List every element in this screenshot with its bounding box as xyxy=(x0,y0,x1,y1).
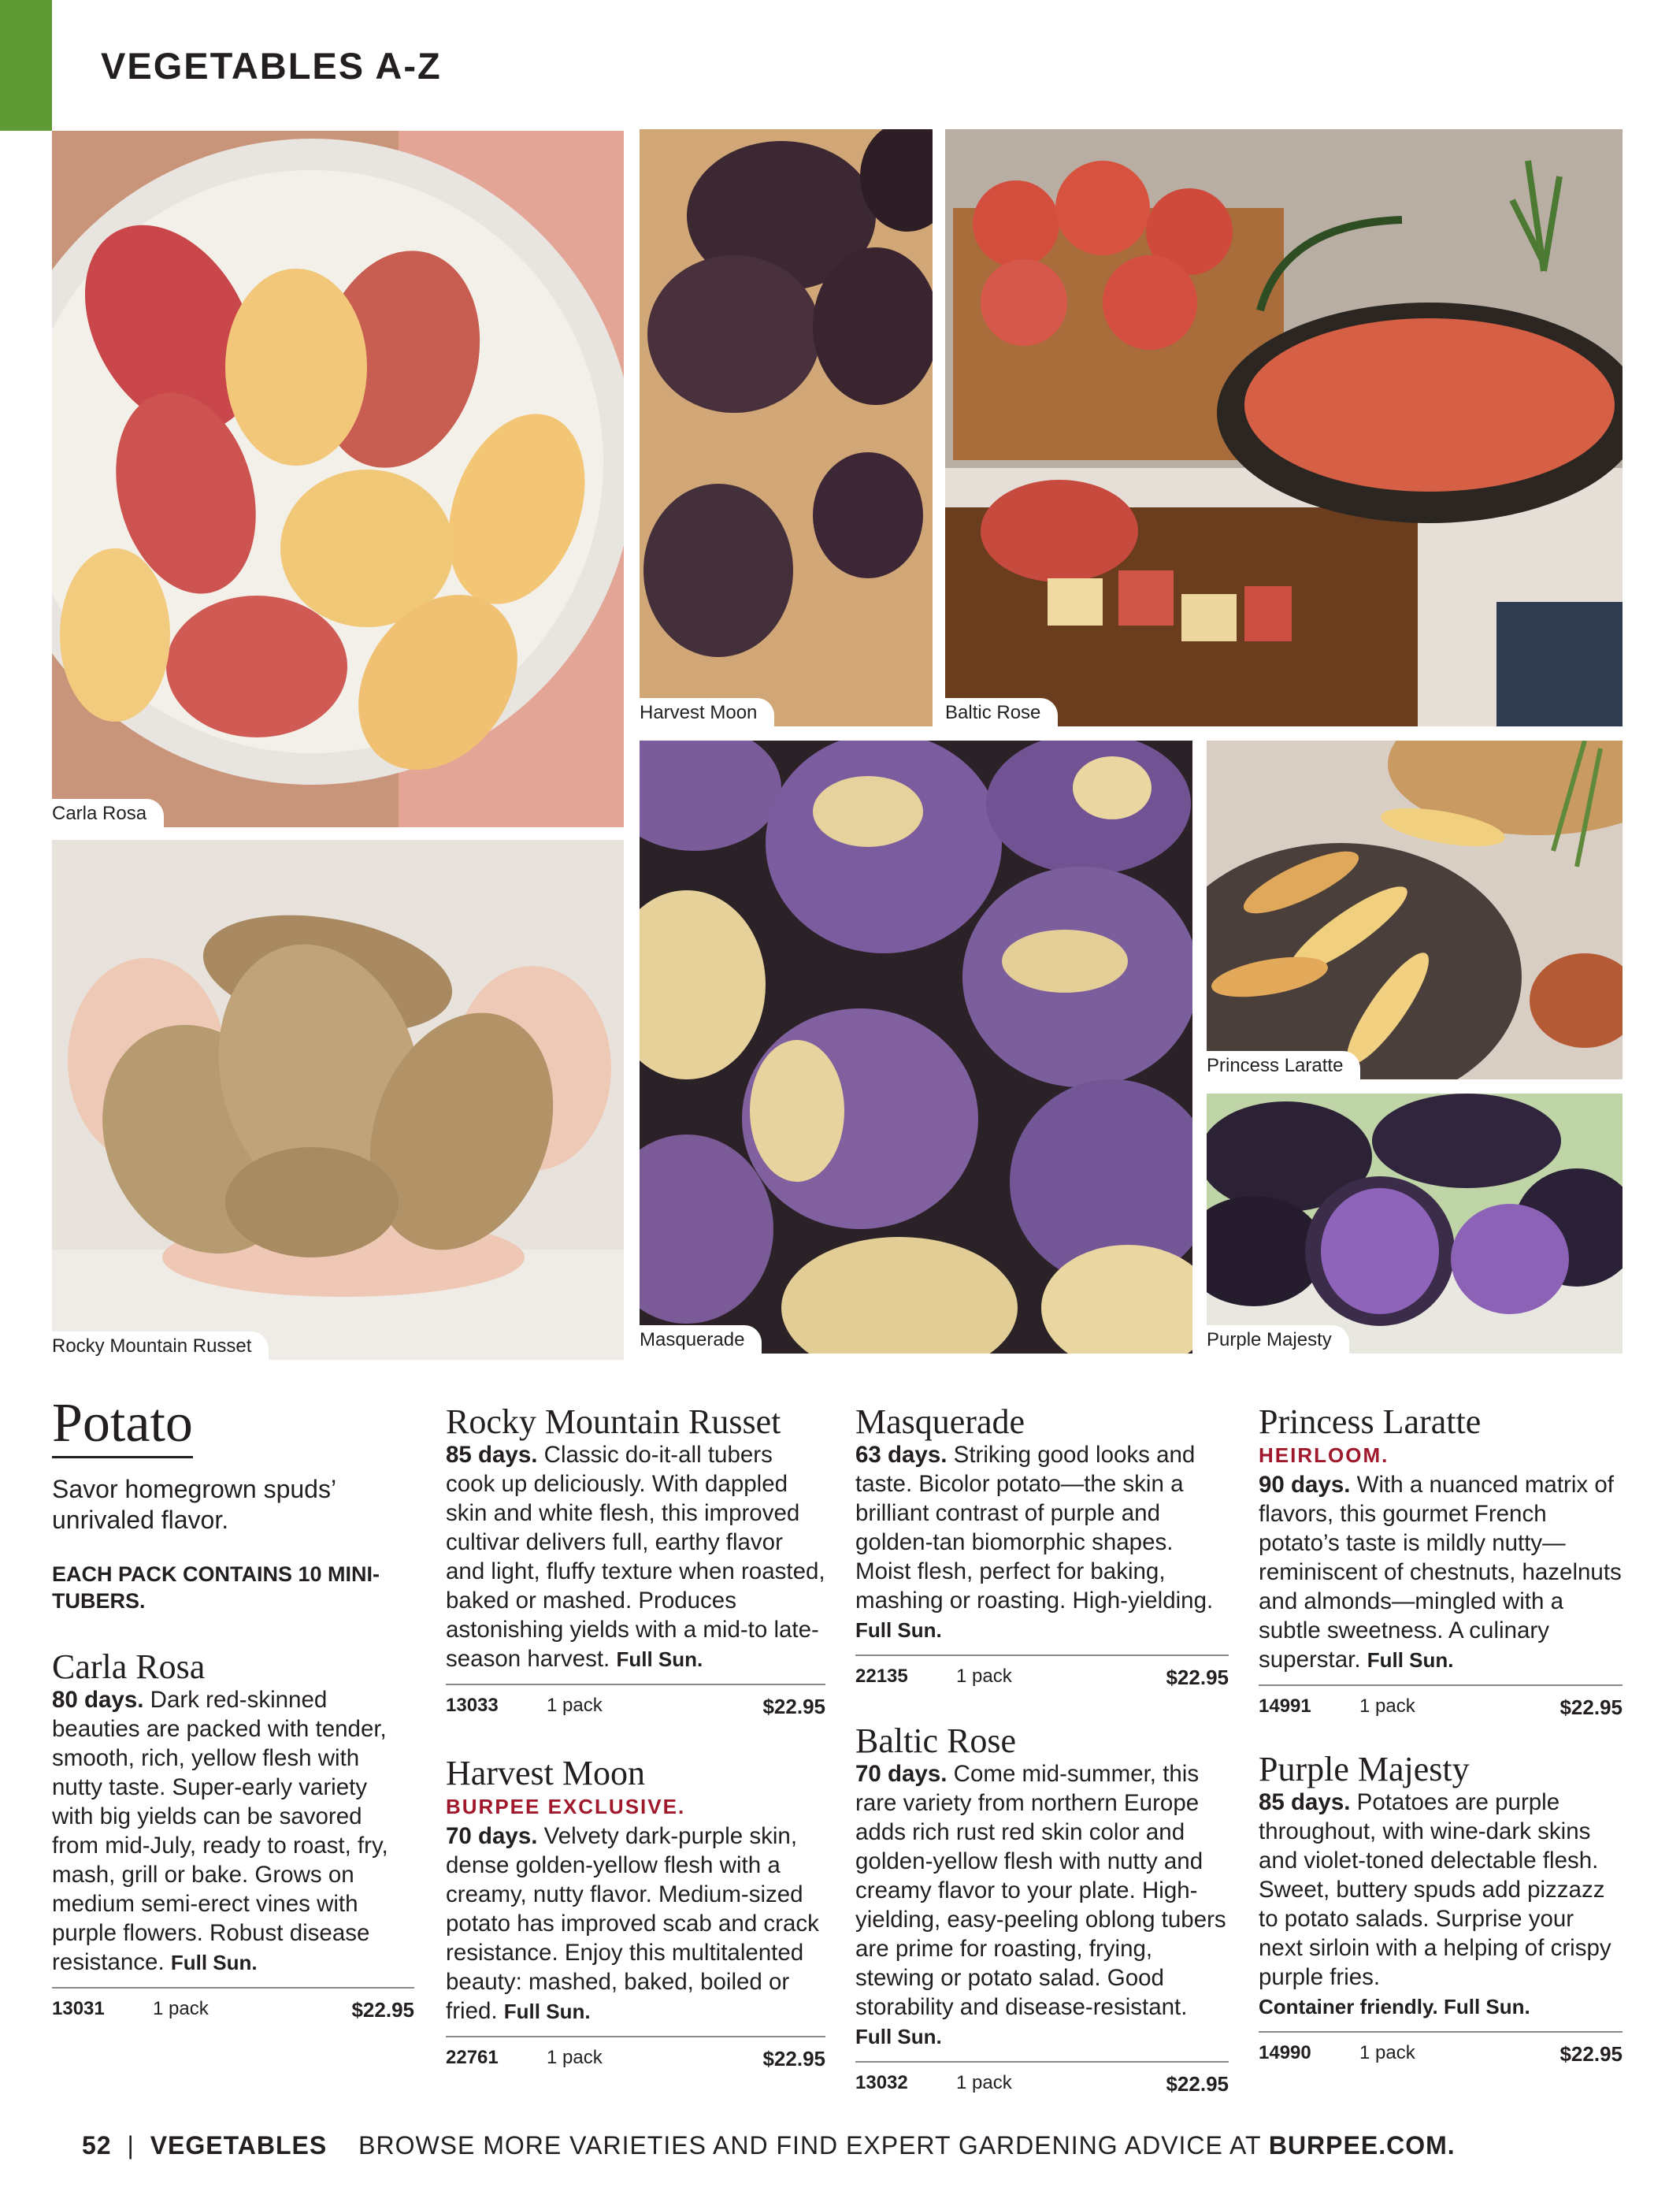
photo-caption: Baltic Rose xyxy=(945,698,1058,726)
sun-requirement: Full Sun. xyxy=(855,1618,942,1642)
variety-days: 70 days. xyxy=(446,1823,538,1849)
baltic-rose-image xyxy=(945,129,1623,726)
variety-days: 90 days. xyxy=(1259,1472,1351,1498)
variety-name: Baltic Rose xyxy=(855,1721,1017,1760)
heirloom-label: HEIRLOOM. xyxy=(1259,1443,1389,1467)
item-number: 14991 xyxy=(1259,1695,1311,1717)
photo-carla-rosa xyxy=(52,131,624,827)
princess-laratte-image xyxy=(1207,741,1623,1079)
page-number: 52 xyxy=(82,2131,112,2160)
pack-note: EACH PACK CONTAINS 10 MINI-TUBERS. xyxy=(52,1562,380,1613)
sun-requirement: Full Sun. xyxy=(855,2025,942,2048)
photo-rocky-mountain-russet xyxy=(52,840,624,1360)
harvest-moon-image xyxy=(640,129,933,726)
order-row[interactable] xyxy=(52,1987,414,2022)
footer-site-link[interactable]: BURPEE.COM. xyxy=(1268,2131,1456,2160)
variety-text: Striking good looks and taste. Bicolor potato—the skin a brilliant contrast of purple and golden-tan biomorphic shapes. Moist flesh, perfect for baking, mashing or roasting. High-yielding. xyxy=(855,1442,1214,1614)
variety-name: Harvest Moon xyxy=(446,1754,645,1792)
variety-rocky-mountain-russet xyxy=(446,1402,825,1719)
variety-name: Masquerade xyxy=(855,1402,1025,1441)
section-title: VEGETABLES A-Z xyxy=(101,45,442,87)
variety-description xyxy=(446,1822,825,2026)
item-number: 13031 xyxy=(52,1998,105,2019)
variety-description xyxy=(1259,1470,1623,1675)
order-row[interactable] xyxy=(1259,1684,1623,1720)
sun-requirement: Container friendly. Full Sun. xyxy=(1259,1995,1530,2018)
pack-size: 1 pack xyxy=(547,1695,603,1716)
rocky-mountain-russet-image xyxy=(52,840,624,1360)
price: $22.95 xyxy=(762,2047,825,2070)
variety-text: Dark red-skinned beauties are packed with tender, smooth, rich, yellow flesh with nutty taste. Super-early variety with big yields can be savored from mid-July, ready to roast, fry, mash, grill or bake. Grows on medium semi-erect vines with purple flowers. Robust disease resistance. xyxy=(52,1687,388,1975)
variety-masquerade xyxy=(855,1402,1229,1690)
variety-description xyxy=(855,1440,1229,1645)
variety-text: Come mid-summer, this rare variety from northern Europe adds rich rust red skin color and golden-yellow flesh with nutty and creamy flavor to your plate. High-yielding, easy-peeling oblong tubers are prime for roasting, frying, stewing or potato salad. Good storability and disease-resistant. xyxy=(855,1761,1226,2020)
variety-days: 70 days. xyxy=(855,1761,948,1787)
photo-purple-majesty xyxy=(1207,1094,1623,1354)
exclusive-label: BURPEE EXCLUSIVE. xyxy=(446,1795,686,1818)
item-number: 13032 xyxy=(855,2072,908,2093)
page-title xyxy=(52,1393,193,1458)
photo-caption: Rocky Mountain Russet xyxy=(52,1331,269,1360)
pack-size: 1 pack xyxy=(956,2072,1012,2093)
variety-days: 85 days. xyxy=(1259,1789,1351,1815)
sun-requirement: Full Sun. xyxy=(616,1647,703,1671)
photo-caption: Masquerade xyxy=(640,1325,762,1354)
intro-tagline: Savor homegrown spuds’ unrivaled flavor. xyxy=(52,1475,336,1534)
page-title-text: Potato xyxy=(52,1393,193,1454)
variety-description xyxy=(1259,1788,1623,2022)
variety-days: 85 days. xyxy=(446,1442,538,1468)
item-number: 22761 xyxy=(446,2047,499,2068)
order-row[interactable] xyxy=(855,2061,1229,2096)
variety-baltic-rose xyxy=(855,1721,1229,2096)
column-2 xyxy=(446,1402,825,2071)
sun-requirement: Full Sun. xyxy=(1367,1648,1454,1672)
variety-description xyxy=(855,1759,1229,2052)
masquerade-image xyxy=(640,741,1192,1354)
price: $22.95 xyxy=(1166,2072,1229,2096)
page-footer xyxy=(82,2131,1456,2160)
column-4 xyxy=(1259,1402,1623,2067)
photo-harvest-moon xyxy=(640,129,933,726)
photo-caption: Purple Majesty xyxy=(1207,1325,1349,1354)
price: $22.95 xyxy=(1166,1666,1229,1689)
variety-text: Velvety dark-purple skin, dense golden-yellow flesh with a creamy, nutty flavor. Medium-sized potato has improved scab and crack resistance. Enjoy this multitalented beauty: mashed, baked, boiled or fried. xyxy=(446,1823,819,2024)
item-number: 22135 xyxy=(855,1666,908,1687)
purple-majesty-image xyxy=(1207,1094,1623,1354)
variety-purple-majesty xyxy=(1259,1750,1623,2067)
photo-masquerade xyxy=(640,741,1192,1354)
footer-section: VEGETABLES xyxy=(150,2131,328,2160)
variety-name: Princess Laratte xyxy=(1259,1402,1482,1441)
price: $22.95 xyxy=(762,1695,825,1718)
photo-caption: Harvest Moon xyxy=(640,698,774,726)
item-number: 14990 xyxy=(1259,2042,1311,2063)
variety-description xyxy=(52,1685,414,1978)
title-underline xyxy=(52,1456,193,1458)
price: $22.95 xyxy=(1559,1695,1623,1719)
variety-text: Classic do-it-all tubers cook up deliciously. With dappled skin and white flesh, this improved cultivar delivers full, earthy flavor and light, fluffy texture when roasted, baked or mashed. Produces astonishing yields with a mid-to late-season harvest. xyxy=(446,1442,825,1672)
variety-name: Carla Rosa xyxy=(52,1647,206,1686)
variety-text: Potatoes are purple throughout, with wine-dark skins and violet-toned delectable flesh. Sweet, buttery spuds add pizzazz to potato salads. Surprise your next sirloin with a helping of crispy purple fries. xyxy=(1259,1789,1611,1990)
variety-name: Rocky Mountain Russet xyxy=(446,1402,781,1441)
photo-baltic-rose xyxy=(945,129,1623,726)
variety-text: With a nuanced matrix of flavors, this gourmet French potato’s taste is mildly nutty—reminiscent of chestnuts, hazelnuts and almonds—mingled with a subtle sweetness. A culinary superstar. xyxy=(1259,1472,1622,1673)
pack-size: 1 pack xyxy=(547,2047,603,2068)
carla-rosa-image xyxy=(52,131,624,827)
item-number: 13033 xyxy=(446,1695,499,1716)
footer-divider: | xyxy=(127,2131,135,2160)
photo-princess-laratte xyxy=(1207,741,1623,1079)
photo-caption: Princess Laratte xyxy=(1207,1051,1360,1079)
order-row[interactable] xyxy=(855,1654,1229,1690)
photo-caption: Carla Rosa xyxy=(52,799,164,827)
order-row[interactable] xyxy=(446,2036,825,2071)
pack-size: 1 pack xyxy=(1359,2042,1415,2063)
order-row[interactable] xyxy=(446,1684,825,1719)
variety-name: Purple Majesty xyxy=(1259,1750,1470,1788)
footer-text: BROWSE MORE VARIETIES AND FIND EXPERT GARDENING ADVICE AT xyxy=(358,2131,1261,2160)
variety-description xyxy=(446,1440,825,1674)
variety-carla-rosa xyxy=(52,1647,414,2022)
pack-size: 1 pack xyxy=(1359,1695,1415,1717)
pack-size: 1 pack xyxy=(956,1666,1012,1687)
order-row[interactable] xyxy=(1259,2031,1623,2067)
intro-column xyxy=(52,1393,414,2022)
pack-size: 1 pack xyxy=(153,1998,209,2019)
section-accent-bar xyxy=(0,0,52,131)
sun-requirement: Full Sun. xyxy=(170,1951,258,1974)
variety-princess-laratte xyxy=(1259,1402,1623,1720)
variety-days: 80 days. xyxy=(52,1687,144,1713)
price: $22.95 xyxy=(1559,2042,1623,2066)
variety-days: 63 days. xyxy=(855,1442,948,1468)
variety-harvest-moon xyxy=(446,1754,825,2071)
column-3 xyxy=(855,1402,1229,2096)
price: $22.95 xyxy=(351,1998,414,2022)
sun-requirement: Full Sun. xyxy=(503,2000,591,2023)
